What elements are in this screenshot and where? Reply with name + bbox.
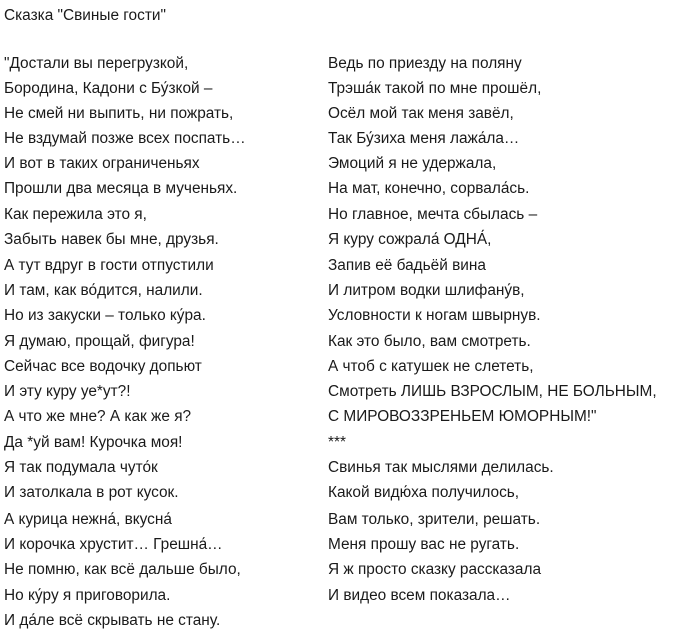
poem-line: На мат, конечно, сорвала́сь. (328, 180, 530, 197)
poem-title: Сказка "Свиные гости" (4, 7, 166, 24)
poem-line: Вам только, зрители, решать. (328, 511, 541, 528)
poem-line: И корочка хрустит… Грешна́… (4, 536, 223, 553)
poem-line: Но из закуски – только ку́ра. (4, 307, 206, 324)
poem-line: Забыть навек бы мне, друзья. (4, 231, 219, 248)
poem-line: А курица нежна́, вкусна́ (4, 511, 172, 528)
poem-line: С МИРОВОЗЗРЕНЬЕМ ЮМОРНЫМ!" (328, 408, 597, 425)
poem-line: Я куру сожрала́ ОДНА́, (328, 231, 492, 248)
poem-line: Меня прошу вас не ругать. (328, 536, 520, 553)
poem-line: Как пережила это я, (4, 206, 147, 223)
poem-line: И да́ле всё скрывать не стану. (4, 612, 221, 629)
poem-line: Как это было, вам смотреть. (328, 333, 531, 350)
poem-line: Так Бу́зиха меня лажа́ла… (328, 130, 520, 147)
poem-line: Трэша́к такой по мне прошёл, (328, 80, 542, 97)
poem-line: Прошли два месяца в мученьях. (4, 180, 238, 197)
poem-line: Я так подумала чуто́к (4, 459, 158, 476)
poem-line: Я ж просто сказку рассказала (328, 561, 542, 578)
poem-line: Эмоций я не удержала, (328, 155, 497, 172)
poem-line: "Достали вы перегрузкой, (4, 55, 189, 72)
poem-line: Смотреть ЛИШЬ ВЗРОСЛЫМ, НЕ БОЛЬНЫМ, (328, 383, 657, 400)
poem-line: Свинья так мыслями делилась. (328, 459, 554, 476)
poem-line: И литром водки шлифану́в, (328, 282, 525, 299)
poem-line: И видео всем показала… (328, 587, 511, 604)
poem-line: Осёл мой так меня завёл, (328, 105, 514, 122)
poem-line: Не помню, как всё дальше было, (4, 561, 241, 578)
poem-line: Какой видю́ха получилось, (328, 484, 520, 501)
poem-line: И вот в таких ограниченьях (4, 155, 200, 172)
poem-line: А чтоб с катушек не слететь, (328, 358, 534, 375)
poem-separator: *** (328, 434, 346, 451)
poem-line: А что же мне? А как же я? (4, 408, 192, 425)
poem-line: Бородина, Кадони с Бу́зкой – (4, 80, 213, 97)
poem-line: Да *уй вам! Курочка моя! (4, 434, 183, 451)
poem-line: И затолкала в рот кусок. (4, 484, 179, 501)
poem-line: Но ку́ру я приговорила. (4, 587, 171, 604)
poem-line: Но главное, мечта сбылась – (328, 206, 538, 223)
poem-line: Условности к ногам швырнув. (328, 307, 541, 324)
poem-line: Не смей ни выпить, ни пожрать, (4, 105, 234, 122)
poem-line: А тут вдруг в гости отпустили (4, 257, 214, 274)
poem-line: Я думаю, прощай, фигура! (4, 333, 195, 350)
poem-line: И там, как во́дится, налили. (4, 282, 203, 299)
poem-line: Сейчас все водочку допьют (4, 358, 202, 375)
poem-line: Не вздумай позже всех поспать… (4, 130, 246, 147)
poem-line: Ведь по приезду на поляну (328, 55, 522, 72)
poem-line: Запив её бадьёй вина (328, 257, 486, 274)
poem-line: И эту куру уе*ут?! (4, 383, 131, 400)
